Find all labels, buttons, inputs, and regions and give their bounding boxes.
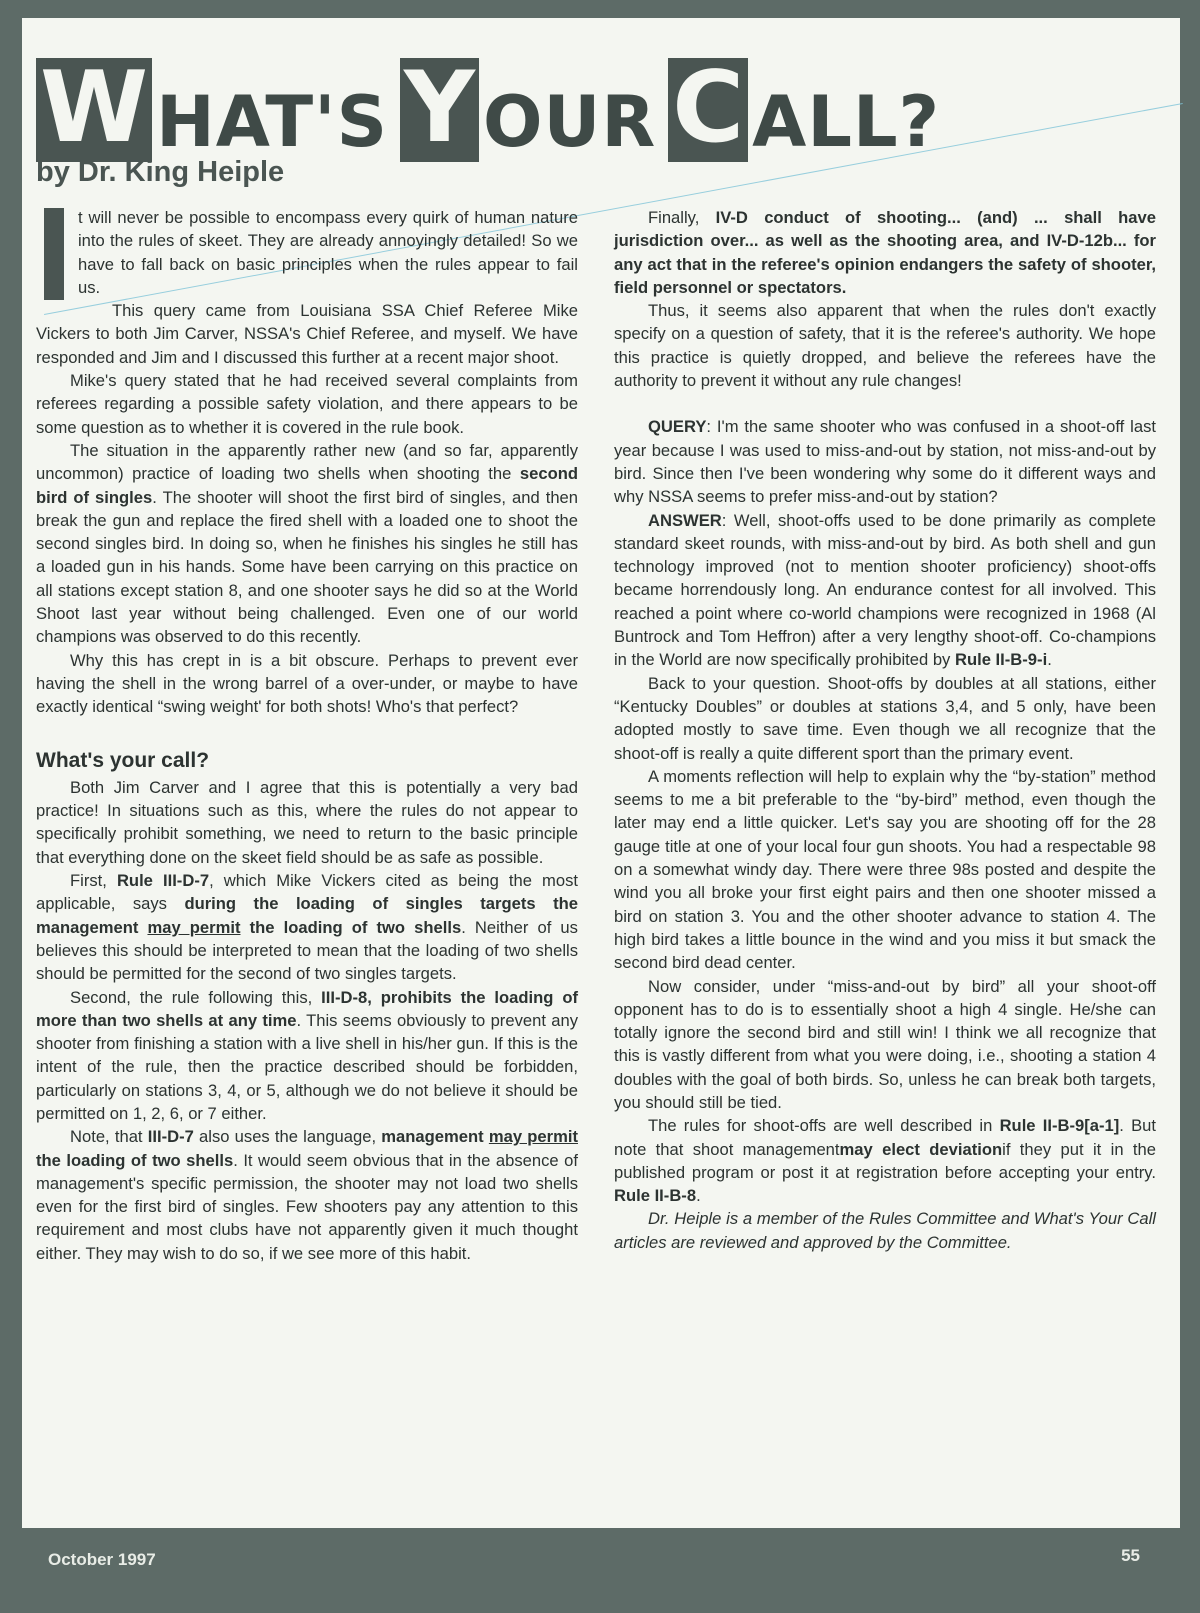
right-column — [614, 206, 1156, 1254]
title-word-our: OUR — [483, 81, 657, 163]
query-paragraph: QUERY: I'm the same shooter who was confused in a shoot-off last year because I was used to miss-and-out by station, not miss-and-out by bird. Since then I've been wondering why some do it different ways and why NSSA seems to prefer miss-and-out by station? — [614, 417, 1156, 507]
title-letter-y: Y — [400, 58, 479, 162]
paragraph: This query came from Louisiana SSA Chief Referee Mike Vickers to both Jim Carver, NSSA's Chief Referee, and myself. We have responded and Jim and I discussed this further at a recent major shoot. — [36, 301, 578, 367]
paragraph: Second, the rule following this, III-D-8, prohibits the loading of more than two shells at any time. This seems obviously to prevent any shooter from finishing a station with a live shell in his/her gun. If this is the intent of the rule, then the practice described should be forbidden, particularly on stations 3, 4, or 5, although we do not believe it should be permitted on 1, 2, 6, or 7 either. — [36, 987, 578, 1123]
paragraph: Mike's query stated that he had received several complaints from referees regarding a possible safety violation, and there appears to be some question as to whether it is covered in the rule book. — [36, 371, 578, 437]
paragraph: Thus, it seems also apparent that when the rules don't exactly specify on a question of safety, that it is the referee's authority. We hope this practice is quietly dropped, and believe the referees have the authority to prevent it without any rule changes! — [614, 301, 1156, 391]
paragraph: t will never be possible to encompass every quirk of human nature into the rules of skeet. They are already annoyingly detailed! So we have to fall back on basic principles when the rules appear to fail us. — [36, 206, 578, 299]
page-footer — [0, 1530, 1200, 1613]
issue-date: October 1997 — [48, 1550, 156, 1569]
title-letter-c: C — [668, 58, 748, 162]
paragraph: A moments reflection will help to explain why the “by-station” method seems to me a bit preferable to the “by-bird” method, even though the later may end a little quicker. Let's say you are shooting off for the 28 gauge title at one of your local four gun shoots. You had a respectable 98 on a somewhat windy day. There were three 98s posted and despite the wind you all broke your first eight pairs and then one shooter missed a bird on station 3. You and the other shooter advance to station 4. The high bird takes a little bounce in the wind and you miss it but smack the second bird dead center. — [614, 766, 1156, 973]
paragraph: Note, that III-D-7 also uses the language, management may permit the loading of two shells. It would seem obvious that in the absence of management's specific permission, the shooter may not load two shells even for the first bird of singles. Few shooters pay any attention to this requirement and most clubs have not apparently given it much thought either. They may wish to do so, if we see more of this habit. — [36, 1127, 578, 1263]
paragraph: Back to your question. Shoot-offs by doubles at all stations, either “Kentucky Doubles” or doubles at stations 3,4, and 5 only, have been adopted mostly to save time. Even though we all recognize that the shoot-off is really a quite different sport than the primary event. — [614, 673, 1156, 763]
paragraph: Finally, IV-D conduct of shooting... (and) ... shall have jurisdiction over... as well as the shooting area, and IV-D-12b... for any act that in the referee's opinion endangers the safety of shooter, field personnel or spectators. — [614, 208, 1156, 297]
left-column — [36, 206, 578, 1265]
page-number: 55 — [1121, 1546, 1140, 1565]
paragraph: The situation in the apparently rather new (and so far, apparently uncommon) practice of loading two shells when shooting the second bird of singles. The shooter will shoot the first bird of singles, and then break the gun and replace the fired shell with a loaded one to shoot the second singles bird. In doing so, when he finishes his singles he still has a loaded gun in his hands. Some have been carrying on this practice on all stations except station 8, and one shooter says he did so at the World Shoot last year without being challenged. Even one of our world champions was observed to do this recently. — [36, 440, 579, 647]
page-title — [36, 46, 952, 165]
author-bio: Dr. Heiple is a member of the Rules Committee and What's Your Call articles are reviewed and approved by the Committee. — [614, 1209, 1156, 1252]
magazine-page — [22, 18, 1180, 1528]
paragraph: Why this has crept in is a bit obscure. Perhaps to prevent ever having the shell in the wrong barrel of a over-under, or maybe to have exactly identical “swing weight' for both shots! Who's that perfect? — [36, 650, 578, 717]
drop-cap-i — [44, 208, 64, 300]
byline: by Dr. King Heiple — [36, 156, 285, 188]
paragraph: The rules for shoot-offs are well described in Rule II-B-9[a-1]. But note that shoot managementmay elect deviationif they put it in the published program or post it at registration before accepting your entry. Rule II-B-8. — [614, 1116, 1156, 1206]
title-letter-w: W — [36, 58, 152, 162]
answer-paragraph: ANSWER: Well, shoot-offs used to be done primarily as complete standard skeet rounds, with miss-and-out by bird. As both shell and gun technology improved (not to mention shooter proficiency) shoot-offs became horrendously long. An endurance contest for all involved. This reached a point where co-world champions were recognized in 1968 (Al Buntrock and Tom Heffron) after a very lengthy shoot-off. Co-champions in the World are now specifically prohibited by Rule II-B-9-i. — [614, 510, 1156, 670]
title-word-hats: HAT'S — [156, 81, 389, 163]
paragraph: First, Rule III-D-7, which Mike Vickers cited as being the most applicable, says during the loading of singles targets the management may permit the loading of two shells. Neither of us believes this should be interpreted to mean that the loading of two shells should be permitted for the second of two singles targets. — [36, 871, 578, 984]
title-word-all: ALL? — [752, 81, 941, 163]
paragraph: Both Jim Carver and I agree that this is potentially a very bad practice! In situations such as this, where the rules do not appear to specifically prohibit something, we need to return to the basic principle that everything done on the skeet field should be as safe as possible. — [36, 777, 578, 867]
paragraph: Now consider, under “miss-and-out by bird” all your shoot-off opponent has to do is to essentially shoot a high 4 single. He/she can totally ignore the second bird and still win! I think we all recognize that this is vastly different from what you were doing, i.e., shooting a station 4 doubles with the goal of both birds. So, unless he can break both targets, you should still be tied. — [614, 976, 1156, 1112]
section-heading: What's your call? — [36, 748, 210, 772]
